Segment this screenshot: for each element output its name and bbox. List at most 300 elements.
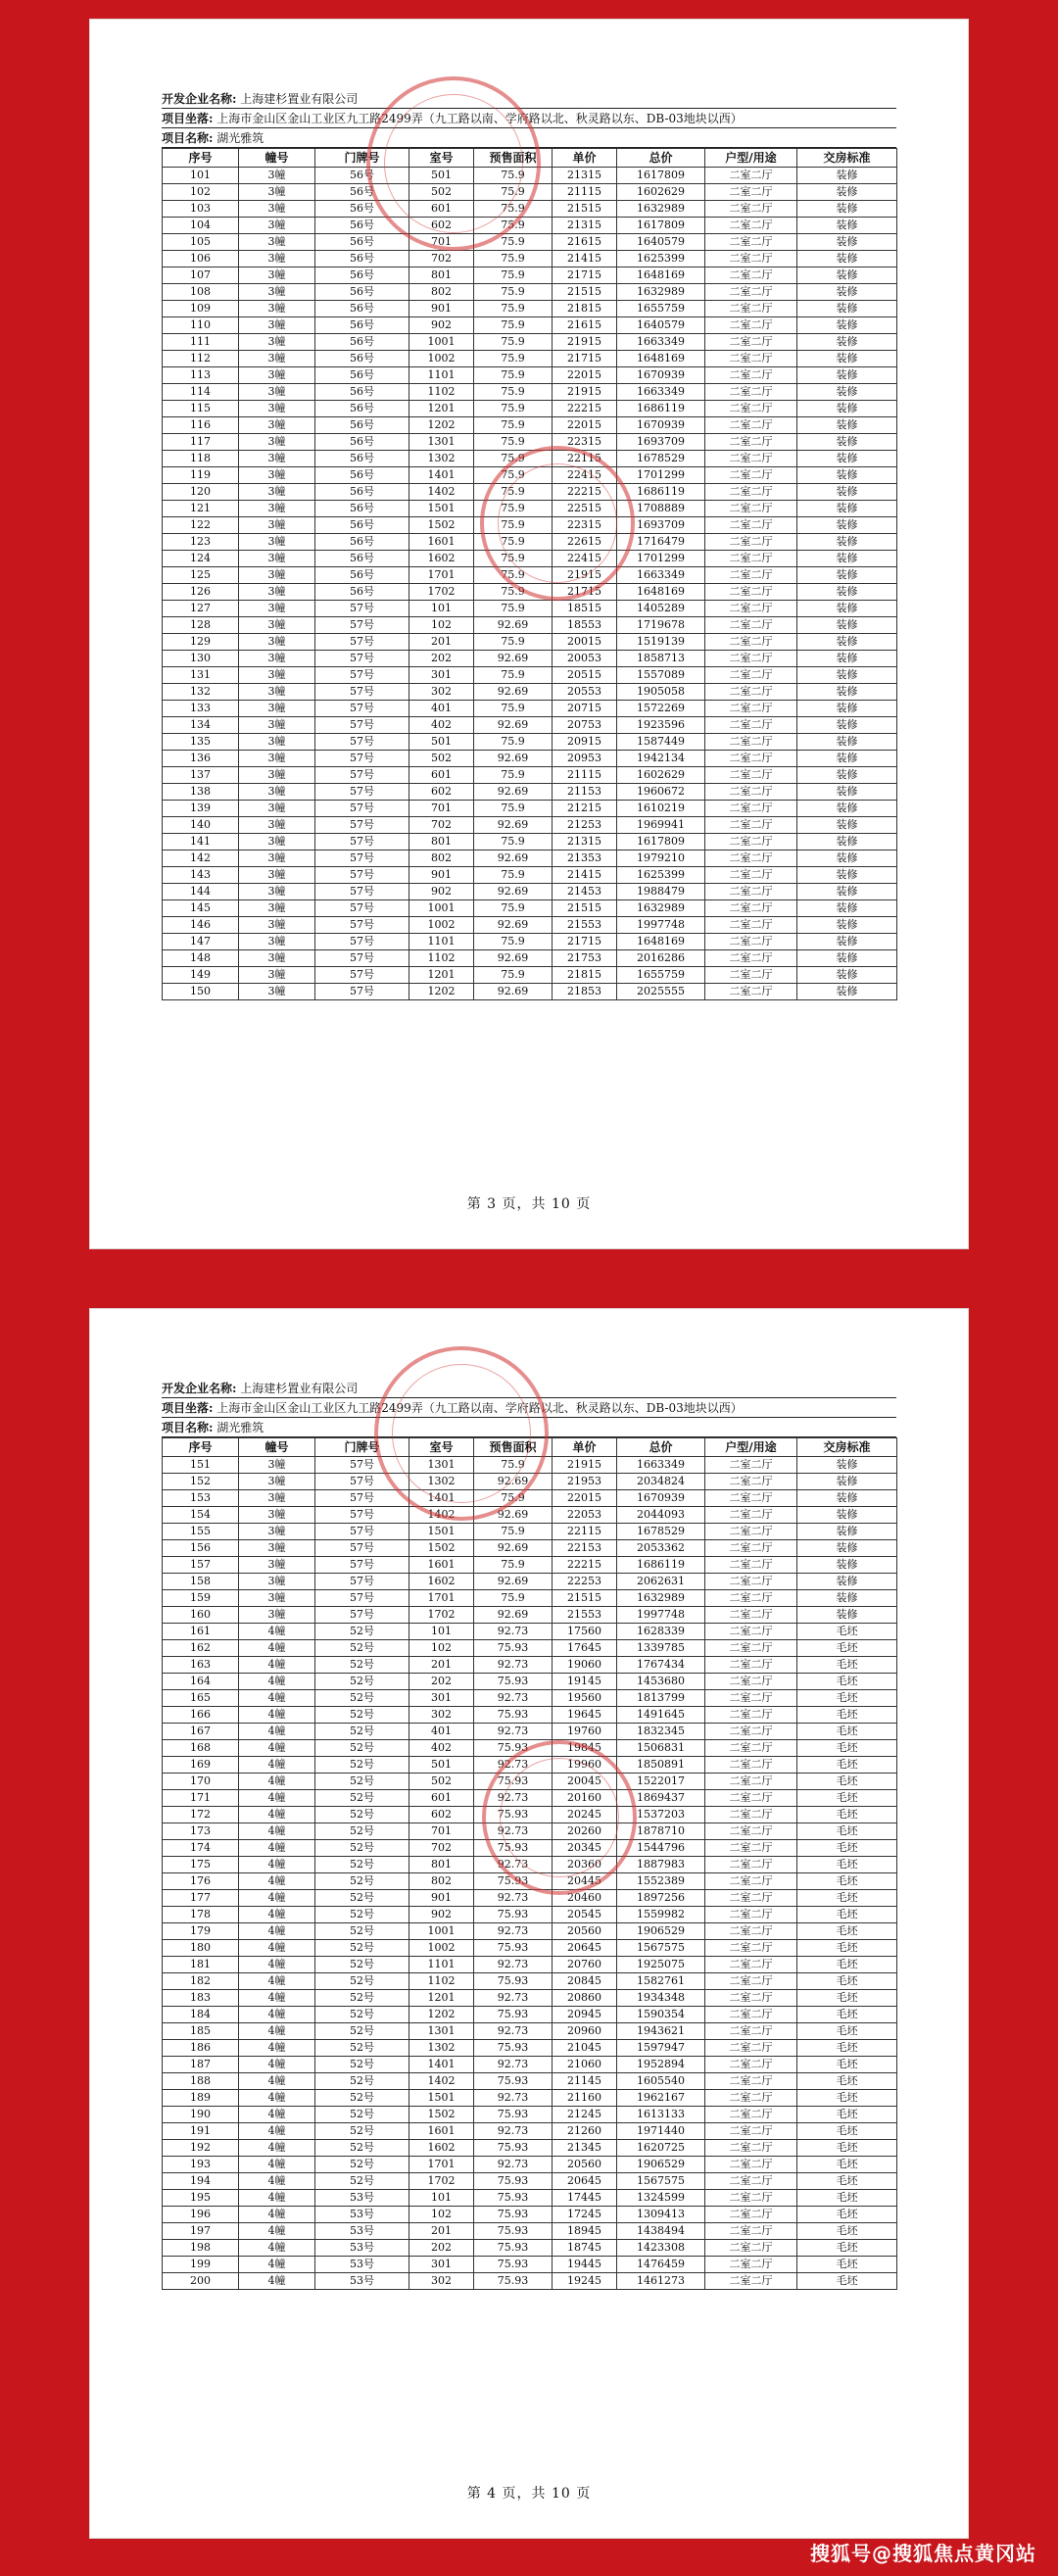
cell-door-no: 57号 xyxy=(315,1507,409,1524)
cell-area: 92.73 xyxy=(474,1790,553,1807)
table-row xyxy=(163,517,897,534)
cell-area: 75.9 xyxy=(474,1524,553,1540)
cell-door-no: 52号 xyxy=(315,1774,409,1790)
cell-seq: 110 xyxy=(163,317,239,334)
table-row xyxy=(163,1923,897,1940)
cell-seq: 159 xyxy=(163,1590,239,1607)
table-row xyxy=(163,401,897,417)
cell-room-no: 1401 xyxy=(409,2057,474,2073)
cell-total-price: 1878710 xyxy=(617,1823,705,1840)
table-row xyxy=(163,184,897,201)
cell-layout: 二室二厅 xyxy=(705,251,797,267)
cell-total-price: 1767434 xyxy=(617,1657,705,1674)
cell-unit-price: 21453 xyxy=(553,884,617,900)
developer-name: 上海建杉置业有限公司 xyxy=(240,92,359,106)
developer-line: 开发企业名称: 上海建杉置业有限公司 xyxy=(162,90,896,109)
cell-total-price: 1997748 xyxy=(617,917,705,934)
cell-total-price: 1552389 xyxy=(617,1873,705,1890)
cell-room-no: 502 xyxy=(409,751,474,767)
cell-room-no: 301 xyxy=(409,1690,474,1707)
cell-unit-price: 21153 xyxy=(553,784,617,801)
cell-door-no: 57号 xyxy=(315,1574,409,1590)
cell-unit-price: 22215 xyxy=(553,401,617,417)
cell-building: 3幢 xyxy=(239,851,315,867)
table-row xyxy=(163,1690,897,1707)
table-row xyxy=(163,701,897,717)
cell-area: 75.9 xyxy=(474,184,553,201)
cell-delivery: 装修 xyxy=(797,1457,897,1474)
table-row xyxy=(163,2223,897,2240)
cell-unit-price: 20245 xyxy=(553,1807,617,1823)
cell-room-no: 602 xyxy=(409,1807,474,1823)
cell-building: 3幢 xyxy=(239,667,315,684)
cell-building: 4幢 xyxy=(239,2223,315,2240)
cell-room-no: 1302 xyxy=(409,2040,474,2057)
cell-delivery: 装修 xyxy=(797,801,897,817)
cell-door-no: 52号 xyxy=(315,2057,409,2073)
cell-area: 92.73 xyxy=(474,1624,553,1640)
cell-door-no: 57号 xyxy=(315,1457,409,1474)
table-row xyxy=(163,934,897,950)
cell-building: 3幢 xyxy=(239,900,315,917)
cell-seq: 145 xyxy=(163,900,239,917)
cell-total-price: 1324599 xyxy=(617,2190,705,2207)
cell-area: 75.93 xyxy=(474,1973,553,1990)
cell-room-no: 1202 xyxy=(409,984,474,1000)
cell-building: 3幢 xyxy=(239,751,315,767)
cell-unit-price: 20553 xyxy=(553,684,617,701)
cell-area: 75.93 xyxy=(474,2040,553,2057)
cell-area: 75.93 xyxy=(474,1640,553,1657)
cell-seq: 197 xyxy=(163,2223,239,2240)
table-row xyxy=(163,351,897,367)
cell-delivery: 毛坯 xyxy=(797,2173,897,2190)
cell-total-price: 1663349 xyxy=(617,334,705,351)
cell-door-no: 57号 xyxy=(315,1474,409,1490)
cell-area: 92.69 xyxy=(474,751,553,767)
cell-layout: 二室二厅 xyxy=(705,900,797,917)
cell-seq: 119 xyxy=(163,467,239,484)
cell-seq: 113 xyxy=(163,367,239,384)
cell-layout: 二室二厅 xyxy=(705,201,797,218)
cell-unit-price: 21915 xyxy=(553,1457,617,1474)
cell-seq: 139 xyxy=(163,801,239,817)
cell-building: 4幢 xyxy=(239,2190,315,2207)
cell-room-no: 102 xyxy=(409,617,474,634)
cell-area: 75.9 xyxy=(474,834,553,851)
cell-delivery: 装修 xyxy=(797,734,897,751)
table-row xyxy=(163,367,897,384)
cell-room-no: 1201 xyxy=(409,401,474,417)
table-row xyxy=(163,617,897,634)
cell-room-no: 1001 xyxy=(409,900,474,917)
cell-seq: 166 xyxy=(163,1707,239,1724)
cell-delivery: 毛坯 xyxy=(797,1707,897,1724)
cell-building: 3幢 xyxy=(239,367,315,384)
cell-layout: 二室二厅 xyxy=(705,2073,797,2090)
cell-door-no: 52号 xyxy=(315,1807,409,1823)
cell-total-price: 1590354 xyxy=(617,2007,705,2023)
cell-room-no: 1501 xyxy=(409,501,474,517)
cell-seq: 186 xyxy=(163,2040,239,2057)
cell-layout: 二室二厅 xyxy=(705,751,797,767)
column-header-seq: 序号 xyxy=(163,1438,239,1457)
cell-unit-price: 22415 xyxy=(553,467,617,484)
cell-building: 3幢 xyxy=(239,218,315,234)
cell-layout: 二室二厅 xyxy=(705,2090,797,2107)
cell-room-no: 1301 xyxy=(409,1457,474,1474)
cell-building: 4幢 xyxy=(239,2023,315,2040)
table-row xyxy=(163,1607,897,1624)
cell-seq: 116 xyxy=(163,417,239,434)
cell-area: 75.9 xyxy=(474,701,553,717)
cell-area: 75.9 xyxy=(474,501,553,517)
cell-room-no: 202 xyxy=(409,2240,474,2257)
cell-room-no: 1101 xyxy=(409,934,474,950)
cell-layout: 二室二厅 xyxy=(705,567,797,584)
cell-layout: 二室二厅 xyxy=(705,1657,797,1674)
cell-area: 75.9 xyxy=(474,900,553,917)
cell-seq: 146 xyxy=(163,917,239,934)
table-row xyxy=(163,2123,897,2140)
table-row xyxy=(163,1540,897,1557)
cell-door-no: 52号 xyxy=(315,1940,409,1957)
cell-total-price: 1610219 xyxy=(617,801,705,817)
cell-unit-price: 21753 xyxy=(553,950,617,967)
cell-seq: 152 xyxy=(163,1474,239,1490)
cell-delivery: 毛坯 xyxy=(797,1657,897,1674)
cell-room-no: 901 xyxy=(409,867,474,884)
cell-building: 4幢 xyxy=(239,1640,315,1657)
cell-layout: 二室二厅 xyxy=(705,1640,797,1657)
cell-door-no: 56号 xyxy=(315,417,409,434)
cell-seq: 142 xyxy=(163,851,239,867)
cell-door-no: 57号 xyxy=(315,1490,409,1507)
cell-seq: 122 xyxy=(163,517,239,534)
cell-area: 75.9 xyxy=(474,1590,553,1607)
cell-door-no: 57号 xyxy=(315,684,409,701)
cell-unit-price: 20345 xyxy=(553,1840,617,1857)
cell-room-no: 1301 xyxy=(409,434,474,451)
cell-seq: 121 xyxy=(163,501,239,517)
column-header-building: 幢号 xyxy=(239,149,315,168)
cell-unit-price: 22015 xyxy=(553,367,617,384)
cell-door-no: 56号 xyxy=(315,351,409,367)
cell-unit-price: 21415 xyxy=(553,867,617,884)
table-row xyxy=(163,1457,897,1474)
cell-total-price: 1686119 xyxy=(617,484,705,501)
table-body xyxy=(163,1457,897,2290)
cell-unit-price: 20053 xyxy=(553,651,617,667)
cell-total-price: 1605540 xyxy=(617,2073,705,2090)
cell-unit-price: 20360 xyxy=(553,1857,617,1873)
cell-building: 3幢 xyxy=(239,950,315,967)
cell-area: 92.69 xyxy=(474,917,553,934)
cell-door-no: 56号 xyxy=(315,367,409,384)
cell-building: 4幢 xyxy=(239,1807,315,1823)
cell-total-price: 1537203 xyxy=(617,1807,705,1823)
cell-area: 92.69 xyxy=(474,1507,553,1524)
table-row xyxy=(163,567,897,584)
cell-total-price: 1663349 xyxy=(617,567,705,584)
cell-total-price: 1670939 xyxy=(617,1490,705,1507)
cell-room-no: 301 xyxy=(409,667,474,684)
cell-room-no: 1202 xyxy=(409,2007,474,2023)
cell-unit-price: 20560 xyxy=(553,1923,617,1940)
cell-layout: 二室二厅 xyxy=(705,334,797,351)
cell-door-no: 57号 xyxy=(315,1607,409,1624)
cell-total-price: 1979210 xyxy=(617,851,705,867)
cell-total-price: 1655759 xyxy=(617,301,705,317)
cell-unit-price: 19960 xyxy=(553,1757,617,1774)
cell-door-no: 52号 xyxy=(315,1790,409,1807)
cell-unit-price: 21715 xyxy=(553,934,617,950)
cell-seq: 173 xyxy=(163,1823,239,1840)
cell-door-no: 52号 xyxy=(315,1890,409,1907)
table-row xyxy=(163,1657,897,1674)
table-row xyxy=(163,1873,897,1890)
cell-layout: 二室二厅 xyxy=(705,417,797,434)
cell-door-no: 52号 xyxy=(315,2157,409,2173)
cell-total-price: 1620725 xyxy=(617,2140,705,2157)
cell-total-price: 1522017 xyxy=(617,1774,705,1790)
table-row xyxy=(163,1490,897,1507)
cell-building: 3幢 xyxy=(239,817,315,834)
table-row xyxy=(163,501,897,517)
cell-unit-price: 21953 xyxy=(553,1474,617,1490)
cell-total-price: 1648169 xyxy=(617,584,705,601)
cell-layout: 二室二厅 xyxy=(705,917,797,934)
cell-unit-price: 20560 xyxy=(553,2157,617,2173)
cell-door-no: 56号 xyxy=(315,401,409,417)
cell-door-no: 56号 xyxy=(315,267,409,284)
cell-building: 3幢 xyxy=(239,451,315,467)
table-row xyxy=(163,334,897,351)
cell-building: 3幢 xyxy=(239,734,315,751)
cell-room-no: 201 xyxy=(409,2223,474,2240)
cell-layout: 二室二厅 xyxy=(705,1740,797,1757)
cell-door-no: 53号 xyxy=(315,2207,409,2223)
cell-seq: 171 xyxy=(163,1790,239,1807)
cell-layout: 二室二厅 xyxy=(705,1707,797,1724)
cell-delivery: 装修 xyxy=(797,701,897,717)
cell-door-no: 56号 xyxy=(315,534,409,551)
cell-unit-price: 21253 xyxy=(553,817,617,834)
cell-building: 3幢 xyxy=(239,401,315,417)
cell-delivery: 装修 xyxy=(797,451,897,467)
cell-layout: 二室二厅 xyxy=(705,284,797,301)
cell-total-price: 1906529 xyxy=(617,2157,705,2173)
table-row xyxy=(163,601,897,617)
cell-layout: 二室二厅 xyxy=(705,2240,797,2257)
cell-door-no: 56号 xyxy=(315,284,409,301)
cell-layout: 二室二厅 xyxy=(705,851,797,867)
cell-area: 92.69 xyxy=(474,1474,553,1490)
cell-building: 3幢 xyxy=(239,1474,315,1490)
cell-delivery: 装修 xyxy=(797,817,897,834)
cell-total-price: 1582761 xyxy=(617,1973,705,1990)
cell-layout: 二室二厅 xyxy=(705,1873,797,1890)
table-row xyxy=(163,984,897,1000)
cell-area: 92.73 xyxy=(474,1857,553,1873)
cell-seq: 148 xyxy=(163,950,239,967)
cell-room-no: 202 xyxy=(409,1674,474,1690)
cell-layout: 二室二厅 xyxy=(705,234,797,251)
table-row xyxy=(163,1890,897,1907)
cell-unit-price: 18945 xyxy=(553,2223,617,2240)
cell-seq: 141 xyxy=(163,834,239,851)
document-page-4 xyxy=(90,1309,968,2538)
cell-layout: 二室二厅 xyxy=(705,1590,797,1607)
cell-seq: 174 xyxy=(163,1840,239,1857)
cell-layout: 二室二厅 xyxy=(705,1524,797,1540)
cell-seq: 196 xyxy=(163,2207,239,2223)
cell-room-no: 1702 xyxy=(409,2173,474,2190)
cell-building: 4幢 xyxy=(239,2173,315,2190)
cell-unit-price: 22615 xyxy=(553,534,617,551)
cell-seq: 151 xyxy=(163,1457,239,1474)
cell-area: 75.93 xyxy=(474,1873,553,1890)
cell-total-price: 1701299 xyxy=(617,551,705,567)
cell-total-price: 1648169 xyxy=(617,934,705,950)
cell-door-no: 52号 xyxy=(315,1640,409,1657)
cell-door-no: 57号 xyxy=(315,834,409,851)
cell-unit-price: 22315 xyxy=(553,434,617,451)
cell-room-no: 602 xyxy=(409,784,474,801)
table-row xyxy=(163,1790,897,1807)
cell-delivery: 毛坯 xyxy=(797,1823,897,1840)
cell-building: 3幢 xyxy=(239,467,315,484)
cell-room-no: 1002 xyxy=(409,351,474,367)
cell-delivery: 毛坯 xyxy=(797,1890,897,1907)
cell-unit-price: 22115 xyxy=(553,1524,617,1540)
cell-area: 92.73 xyxy=(474,1957,553,1973)
cell-unit-price: 22515 xyxy=(553,501,617,517)
column-header-total-price: 总价 xyxy=(617,149,705,168)
cell-building: 4幢 xyxy=(239,2007,315,2023)
cell-area: 75.9 xyxy=(474,334,553,351)
cell-layout: 二室二厅 xyxy=(705,2057,797,2073)
table-row xyxy=(163,234,897,251)
cell-area: 92.73 xyxy=(474,1657,553,1674)
cell-delivery: 毛坯 xyxy=(797,1857,897,1873)
table-row xyxy=(163,1823,897,1840)
cell-total-price: 1613133 xyxy=(617,2107,705,2123)
cell-delivery: 装修 xyxy=(797,984,897,1000)
cell-door-no: 53号 xyxy=(315,2190,409,2207)
cell-door-no: 57号 xyxy=(315,984,409,1000)
cell-total-price: 1506831 xyxy=(617,1740,705,1757)
cell-layout: 二室二厅 xyxy=(705,1724,797,1740)
cell-unit-price: 19760 xyxy=(553,1724,617,1740)
cell-area: 75.9 xyxy=(474,168,553,184)
cell-room-no: 1202 xyxy=(409,417,474,434)
cell-building: 3幢 xyxy=(239,617,315,634)
cell-delivery: 装修 xyxy=(797,767,897,784)
cell-door-no: 56号 xyxy=(315,434,409,451)
cell-building: 3幢 xyxy=(239,1607,315,1624)
cell-layout: 二室二厅 xyxy=(705,501,797,517)
cell-building: 4幢 xyxy=(239,2057,315,2073)
cell-door-no: 52号 xyxy=(315,1707,409,1724)
cell-room-no: 502 xyxy=(409,184,474,201)
table-row xyxy=(163,1524,897,1540)
cell-room-no: 1101 xyxy=(409,367,474,384)
cell-area: 75.9 xyxy=(474,1490,553,1507)
cell-layout: 二室二厅 xyxy=(705,1790,797,1807)
cell-delivery: 毛坯 xyxy=(797,2073,897,2090)
cell-seq: 165 xyxy=(163,1690,239,1707)
cell-unit-price: 21815 xyxy=(553,301,617,317)
cell-layout: 二室二厅 xyxy=(705,1823,797,1840)
cell-room-no: 501 xyxy=(409,734,474,751)
cell-delivery: 装修 xyxy=(797,234,897,251)
cell-room-no: 702 xyxy=(409,1840,474,1857)
cell-building: 4幢 xyxy=(239,1957,315,1973)
cell-layout: 二室二厅 xyxy=(705,1907,797,1923)
cell-total-price: 1309413 xyxy=(617,2207,705,2223)
cell-delivery: 装修 xyxy=(797,934,897,950)
cell-door-no: 52号 xyxy=(315,1674,409,1690)
cell-unit-price: 21715 xyxy=(553,267,617,284)
cell-door-no: 56号 xyxy=(315,501,409,517)
cell-room-no: 1201 xyxy=(409,1990,474,2007)
cell-room-no: 102 xyxy=(409,1640,474,1657)
cell-room-no: 1601 xyxy=(409,534,474,551)
cell-door-no: 56号 xyxy=(315,384,409,401)
cell-seq: 194 xyxy=(163,2173,239,2190)
cell-area: 75.9 xyxy=(474,417,553,434)
cell-delivery: 装修 xyxy=(797,1524,897,1540)
cell-building: 4幢 xyxy=(239,1990,315,2007)
cell-door-no: 57号 xyxy=(315,667,409,684)
project-line: 项目名称: 湖光雅筑 xyxy=(162,1419,896,1437)
cell-area: 92.69 xyxy=(474,1607,553,1624)
cell-area: 92.69 xyxy=(474,984,553,1000)
cell-unit-price: 21615 xyxy=(553,234,617,251)
cell-delivery: 毛坯 xyxy=(797,2057,897,2073)
cell-delivery: 毛坯 xyxy=(797,1757,897,1774)
cell-delivery: 装修 xyxy=(797,617,897,634)
cell-door-no: 52号 xyxy=(315,1957,409,1973)
cell-building: 3幢 xyxy=(239,634,315,651)
table-row xyxy=(163,1640,897,1657)
table-row xyxy=(163,801,897,817)
cell-delivery: 毛坯 xyxy=(797,1973,897,1990)
cell-unit-price: 21115 xyxy=(553,184,617,201)
cell-total-price: 1971440 xyxy=(617,2123,705,2140)
cell-room-no: 1101 xyxy=(409,1957,474,1973)
cell-seq: 198 xyxy=(163,2240,239,2257)
cell-area: 92.69 xyxy=(474,1540,553,1557)
cell-delivery: 装修 xyxy=(797,1540,897,1557)
cell-door-no: 52号 xyxy=(315,2007,409,2023)
cell-delivery: 装修 xyxy=(797,201,897,218)
cell-unit-price: 22415 xyxy=(553,551,617,567)
cell-building: 4幢 xyxy=(239,2107,315,2123)
cell-seq: 179 xyxy=(163,1923,239,1940)
developer-line: 开发企业名称: 上海建杉置业有限公司 xyxy=(162,1380,896,1398)
cell-door-no: 52号 xyxy=(315,2123,409,2140)
cell-building: 3幢 xyxy=(239,934,315,950)
cell-room-no: 1502 xyxy=(409,517,474,534)
cell-building: 4幢 xyxy=(239,2240,315,2257)
table-header xyxy=(163,1438,897,1457)
cell-area: 92.73 xyxy=(474,2157,553,2173)
cell-area: 92.69 xyxy=(474,817,553,834)
cell-delivery: 毛坯 xyxy=(797,1807,897,1823)
cell-building: 4幢 xyxy=(239,1840,315,1857)
